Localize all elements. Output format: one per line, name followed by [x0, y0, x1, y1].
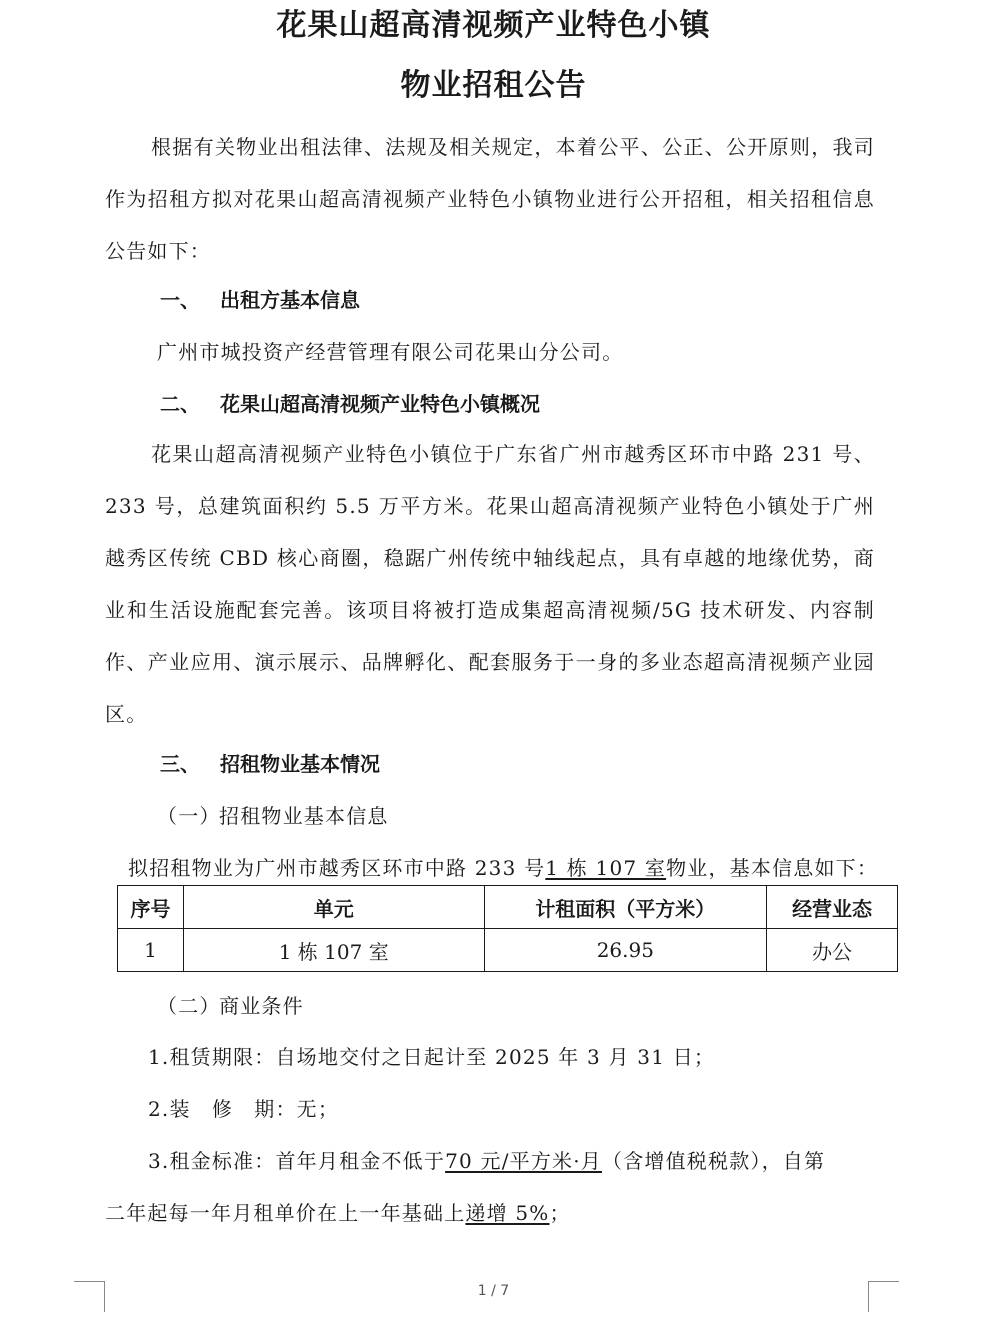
section3-title: 招租物业基本情况	[220, 752, 380, 776]
section2-heading	[160, 389, 540, 419]
property-intro-tail: 物业，基本信息如下：	[666, 856, 879, 880]
table-cell: 1 栋 107 室	[183, 929, 484, 972]
subsection2-number: （二）	[157, 994, 221, 1018]
subsection1-title: 招租物业基本信息	[219, 804, 389, 828]
section2-body: 花果山超高清视频产业特色小镇位于广东省广州市越秀区环市中路 231 号、233 号，总建筑面积约 5.5 万平方米。花果山超高清视频产业特色小镇处于广州越秀区传统 CBD 核心商圈，稳踞广州传统中轴线起点，具有卓越的地缘优势，商业和生活设施配套完善。该项目将被打造成集超高清视频/5G 技术研发、内容制作、产业应用、演示展示、品牌孵化、配套服务于一身的多业态超高清视频产业园区。	[105, 442, 875, 726]
table-row	[118, 929, 898, 972]
subsection2-title: 商业条件	[219, 994, 304, 1018]
page-number: 1 / 7	[477, 1283, 510, 1299]
table-cell: 1	[118, 929, 184, 972]
condition-renovation-period: 2.装 修 期：无；	[148, 1097, 340, 1121]
table-header-row	[118, 886, 898, 929]
rent-increase-tail: ；	[549, 1201, 571, 1225]
section3-heading	[160, 749, 380, 779]
subsection2-heading	[157, 991, 304, 1021]
section1-title: 出租方基本信息	[220, 288, 360, 312]
property-table	[117, 885, 898, 972]
table-header-cell: 序号	[118, 886, 184, 929]
table-cell: 办公	[767, 929, 898, 972]
section1-number: 一、	[160, 288, 200, 312]
table-header-cell: 单元	[183, 886, 484, 929]
section1-body: 广州市城投资产经营管理有限公司花果山分公司。	[157, 340, 624, 364]
table-header-cell: 经营业态	[767, 886, 898, 929]
rent-increase-text: 二年起每一年月租单价在上一年基础上	[105, 1201, 466, 1225]
property-unit-underlined: 1 栋 107 室	[545, 856, 667, 880]
intro-paragraph: 根据有关物业出租法律、法规及相关规定，本着公平、公正、公开原则，我司作为招租方拟对花果山超高清视频产业特色小镇物业进行公开招租，相关招租信息公告如下：	[105, 135, 875, 263]
table-header-cell: 计租面积（平方米）	[484, 886, 767, 929]
subsection1-number: （一）	[157, 804, 221, 828]
section2-title: 花果山超高清视频产业特色小镇概况	[220, 392, 540, 416]
section1-heading	[160, 285, 360, 315]
section2-number: 二、	[160, 392, 200, 416]
subsection1-heading	[157, 801, 389, 831]
table-cell: 26.95	[484, 929, 767, 972]
property-intro-text: 拟招租物业为广州市越秀区环市中路 233 号	[128, 856, 546, 880]
section3-number: 三、	[160, 752, 200, 776]
rent-increase-underlined: 递增 5%	[465, 1201, 550, 1225]
rent-standard-text: 3.租金标准：首年月租金不低于	[148, 1149, 446, 1173]
condition-rent-increase	[105, 1198, 571, 1228]
document-title-line2: 物业招租公告	[400, 68, 587, 103]
condition-lease-term: 1.租赁期限：自场地交付之日起计至 2025 年 3 月 31 日；	[148, 1045, 716, 1069]
property-intro	[128, 853, 878, 883]
document-title-line1: 花果山超高清视频产业特色小镇	[276, 8, 711, 43]
condition-rent-standard	[148, 1146, 825, 1176]
rent-standard-tail: （含增值税税款），自第	[602, 1149, 826, 1173]
rent-price-underlined: 70 元/平方米·月	[445, 1149, 602, 1173]
